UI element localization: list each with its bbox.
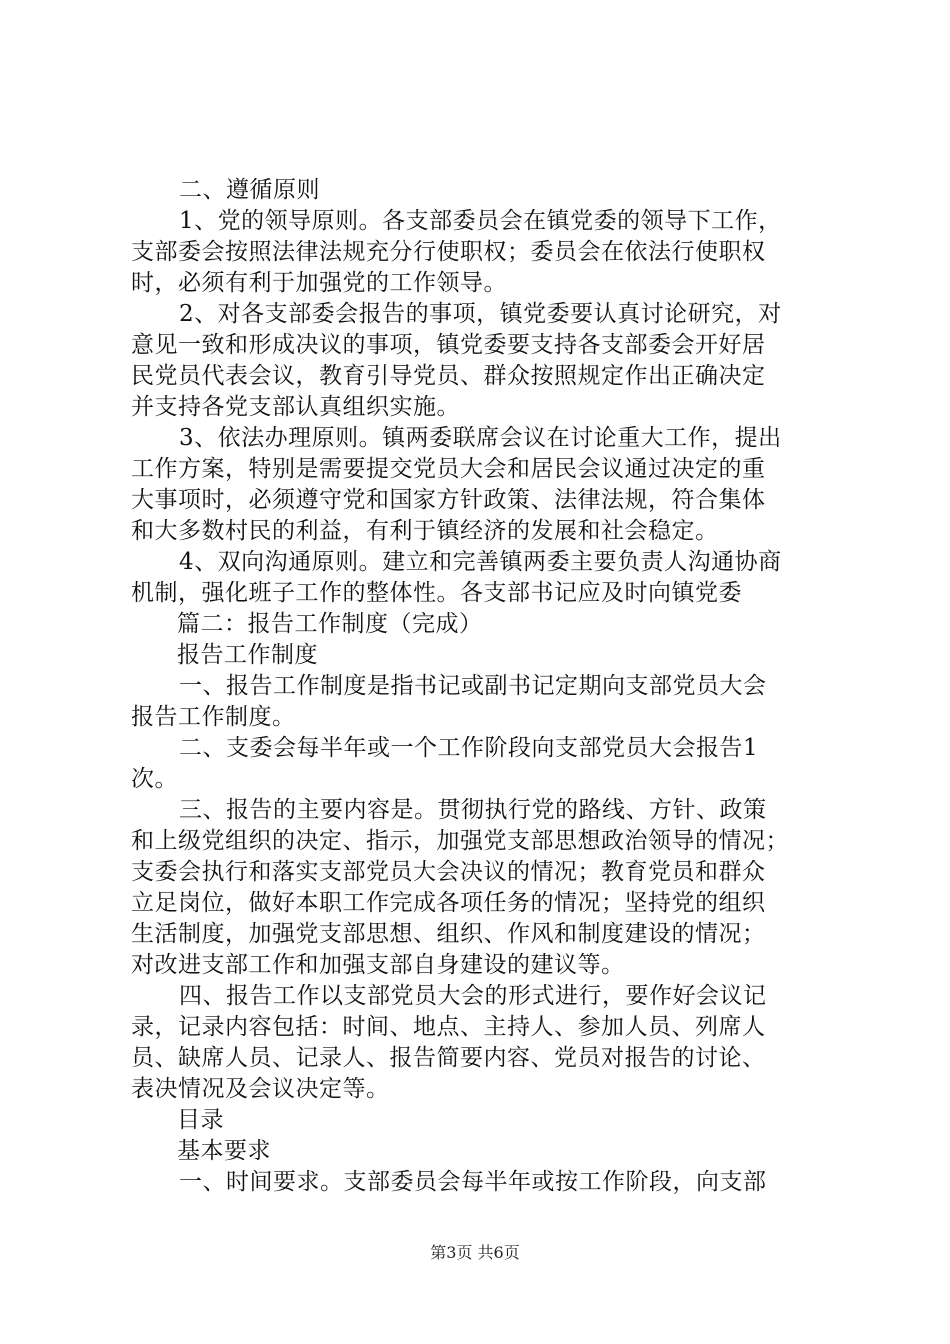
text-line: 次。 (131, 766, 178, 792)
text-line: 时，必须有利于加强党的工作领导。 (131, 270, 507, 296)
text-line: 二、支委会每半年或一个工作阶段向支部党员大会报告1 (179, 735, 759, 761)
text-line: 目录 (177, 1107, 224, 1133)
text-line: 和大多数村民的利益，有利于镇经济的发展和社会稳定。 (131, 518, 719, 544)
text-line: 2、对各支部委会报告的事项，镇党委要认真讨论研究，对 (179, 301, 782, 327)
text-line: 机制，强化班子工作的整体性。各支部书记应及时向镇党委 (131, 580, 742, 606)
text-line: 员、缺席人员、记录人、报告简要内容、党员对报告的讨论、 (131, 1045, 766, 1071)
text-line: 报告工作制度。 (131, 704, 296, 730)
text-line: 四、报告工作以支部党员大会的形式进行，要作好会议记 (179, 983, 767, 1009)
text-line: 民党员代表会议，教育引导党员、群众按照规定作出正确决定 (131, 363, 766, 389)
text-line: 录，记录内容包括：时间、地点、主持人、参加人员、列席人 (131, 1014, 766, 1040)
text-line: 报告工作制度 (177, 642, 318, 668)
text-line: 意见一致和形成决议的事项，镇党委要支持各支部委会开好居 (131, 332, 766, 358)
text-line: 表决情况及会议决定等。 (131, 1076, 390, 1102)
page-number-footer: 第3页 共6页 (430, 1243, 520, 1262)
text-line: 三、报告的主要内容是。贯彻执行党的路线、方针、政策 (179, 797, 767, 823)
text-line: 一、时间要求。支部委员会每半年或按工作阶段，向支部 (179, 1169, 767, 1195)
text-line: 二、遵循原则 (179, 177, 320, 203)
text-line: 对改进支部工作和加强支部自身建设的建议等。 (131, 952, 625, 978)
text-line: 支委会执行和落实支部党员大会决议的情况；教育党员和群众 (131, 859, 766, 885)
text-line: 支部委会按照法律法规充分行使职权；委员会在依法行使职权 (131, 239, 766, 265)
text-line: 并支持各党支部认真组织实施。 (131, 394, 460, 420)
text-line: 和上级党组织的决定、指示，加强党支部思想政治领导的情况； (131, 828, 789, 854)
text-line: 大事项时，必须遵守党和国家方针政策、法律法规，符合集体 (131, 487, 766, 513)
text-line: 篇二：报告工作制度（完成） (177, 611, 483, 637)
text-line: 4、双向沟通原则。建立和完善镇两委主要负责人沟通协商 (179, 549, 782, 575)
text-line: 1、党的领导原则。各支部委员会在镇党委的领导下工作， (179, 208, 782, 234)
text-line: 生活制度，加强党支部思想、组织、作风和制度建设的情况； (131, 921, 766, 947)
text-line: 工作方案，特别是需要提交党员大会和居民会议通过决定的重 (131, 456, 766, 482)
text-line: 一、报告工作制度是指书记或副书记定期向支部党员大会 (179, 673, 767, 699)
text-line: 3、依法办理原则。镇两委联席会议在讨论重大工作，提出 (179, 425, 782, 451)
text-line: 基本要求 (177, 1138, 271, 1164)
text-line: 立足岗位，做好本职工作完成各项任务的情况；坚持党的组织 (131, 890, 766, 916)
document-body (131, 175, 831, 1198)
